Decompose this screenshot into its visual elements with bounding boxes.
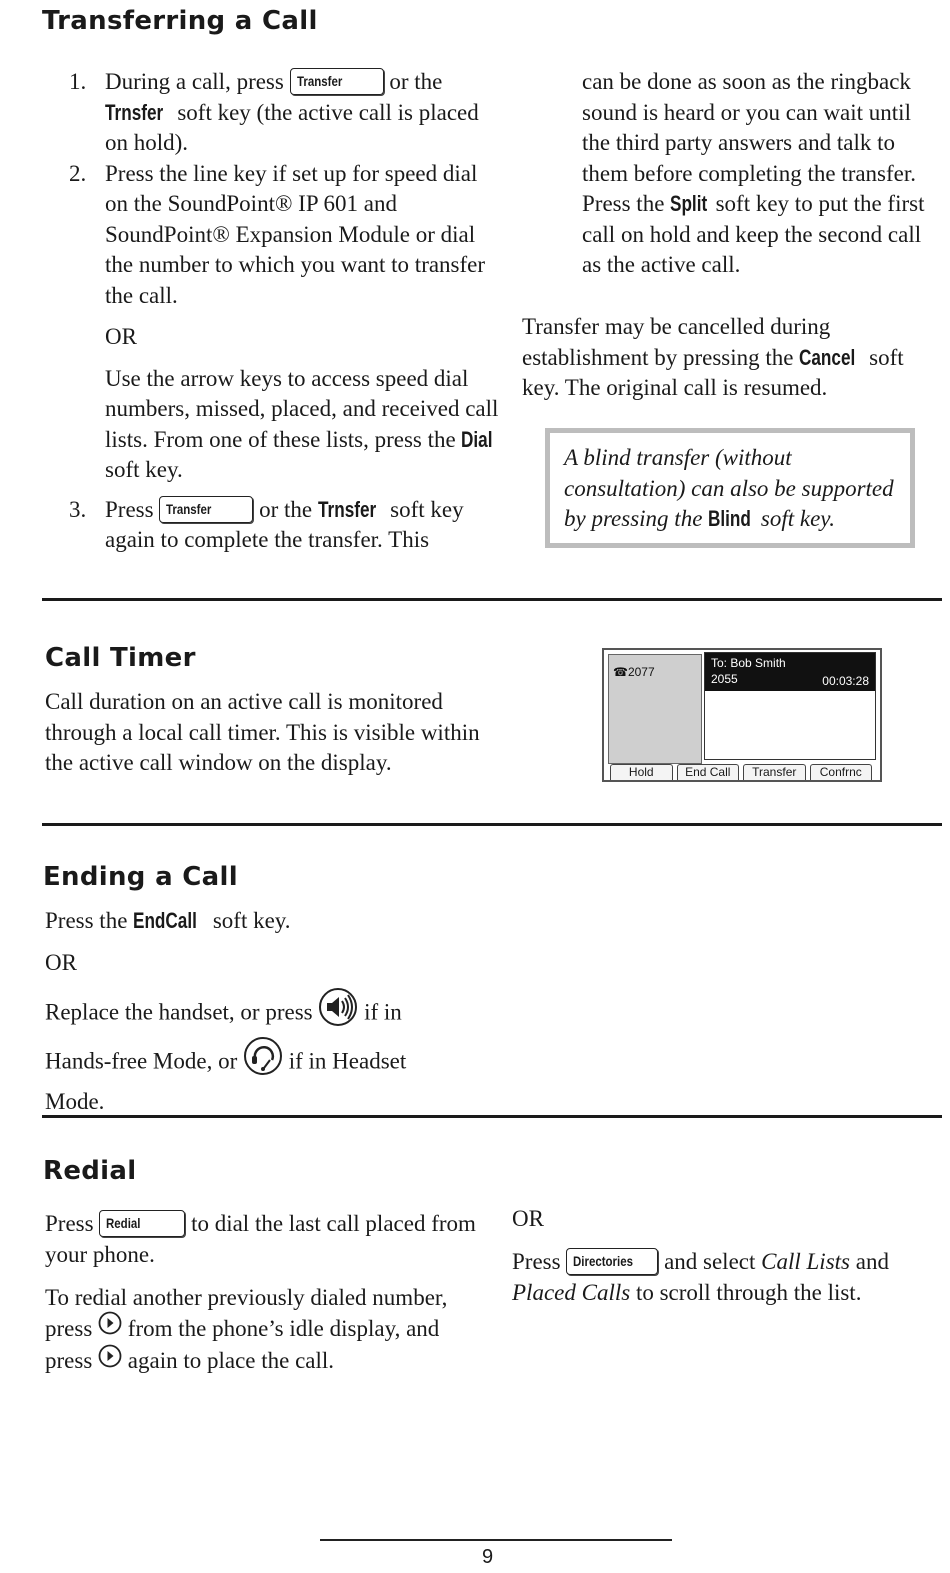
section-heading-transfer: Transferring a Call — [42, 6, 318, 36]
redial-or: OR — [512, 1206, 544, 1231]
screen-soft-keys — [610, 764, 872, 780]
ending-or: OR — [45, 950, 77, 975]
call-timer-value: 00:03:28 — [822, 674, 869, 688]
step-3: 3. Press Transfer or the Trnsfer soft key again to complete the transfer. This — [69, 496, 464, 552]
footer-rule — [320, 1539, 672, 1541]
transfer-hard-key: Transfer — [290, 68, 384, 95]
right-arrow-key-icon — [98, 1311, 122, 1344]
redial-hard-key: Redial — [99, 1210, 185, 1237]
callee-name: To: Bob Smith — [711, 656, 786, 670]
or-label: OR — [105, 324, 137, 349]
callee-number: 2055 — [711, 672, 738, 686]
section-heading-redial: Redial — [43, 1156, 137, 1186]
redial-text-3: Press Directories and select Call Lists and Placed Calls to scroll through the list. — [512, 1249, 889, 1305]
page-number: 9 — [481, 1546, 494, 1568]
end-call-soft-key: End Call — [677, 764, 740, 780]
step-1: 1. During a call, press Transfer or the Trnsfer soft key (the active call is placed on hold). — [69, 69, 479, 155]
ending-text-2: Replace the handset, or press if in Hands-free Mode, or if in Headset Mode. — [45, 990, 465, 1118]
step-2: 2. Press the line key if set up for speed dial on the SoundPoint® IP 601 and SoundPoint® Expansion Module or dial the number to which you want to transfer the call. — [69, 160, 486, 308]
directories-hard-key: Directories — [566, 1248, 658, 1275]
trnsfer-soft-key-2: Trnsfer — [317, 496, 377, 522]
ending-text-1: Press the EndCall soft key. — [45, 906, 525, 937]
speaker-icon — [318, 987, 358, 1036]
transfer-steps — [69, 67, 500, 556]
section-divider — [42, 823, 942, 826]
active-call-window — [704, 652, 876, 760]
conference-soft-key: Confrnc — [810, 764, 873, 780]
active-call-header — [705, 653, 875, 691]
step-2-alt: Use the arrow keys to access speed dial numbers, missed, placed, and received call lists. From one of these lists, press the Dial soft key. — [105, 365, 499, 482]
section-divider — [42, 1115, 942, 1118]
split-soft-key: Split — [670, 191, 708, 216]
line-panel — [608, 654, 702, 764]
section-heading-ending: Ending a Call — [43, 862, 238, 892]
headset-icon — [243, 1036, 283, 1085]
transfer-hard-key-2: Transfer — [159, 496, 253, 523]
section-heading-call-timer: Call Timer — [45, 643, 196, 673]
right-arrow-key-icon-2 — [98, 1344, 122, 1377]
hold-soft-key: Hold — [610, 764, 673, 780]
dial-soft-key: Dial — [461, 426, 493, 452]
transfer-col2: can be done as soon as the ringback sound is heard or you can wait until the third party answers and talk to them before completing the transfer. Press the Split soft key to put the first call on hold and keep the second call as the active call. — [582, 69, 925, 277]
trnsfer-soft-key: Trnsfer — [105, 99, 164, 125]
line-label: ☎2077 — [613, 665, 655, 679]
blind-soft-key: Blind — [708, 506, 752, 531]
phone-display-screenshot — [602, 648, 882, 782]
cancel-soft-key: Cancel — [799, 344, 856, 370]
endcall-soft-key: EndCall — [133, 908, 198, 933]
redial-text-2: To redial another previously dialed number, press from the phone’s idle display, and press again to place the call. — [45, 1283, 485, 1379]
redial-text-1: Press Redial to dial the last call placed from your phone. — [45, 1211, 476, 1267]
call-timer-text: Call duration on an active call is monitored through a local call timer. This is visible within the active call window on the display. — [45, 689, 480, 775]
transfer-cancel-text: Transfer may be cancelled during establishment by pressing the Cancel soft key. The original call is resumed. — [522, 314, 904, 400]
blind-transfer-note: A blind transfer (without consultation) can also be supported by pressing the Blind soft key. — [545, 428, 915, 548]
section-divider — [42, 598, 942, 601]
transfer-soft-key: Transfer — [743, 764, 806, 780]
